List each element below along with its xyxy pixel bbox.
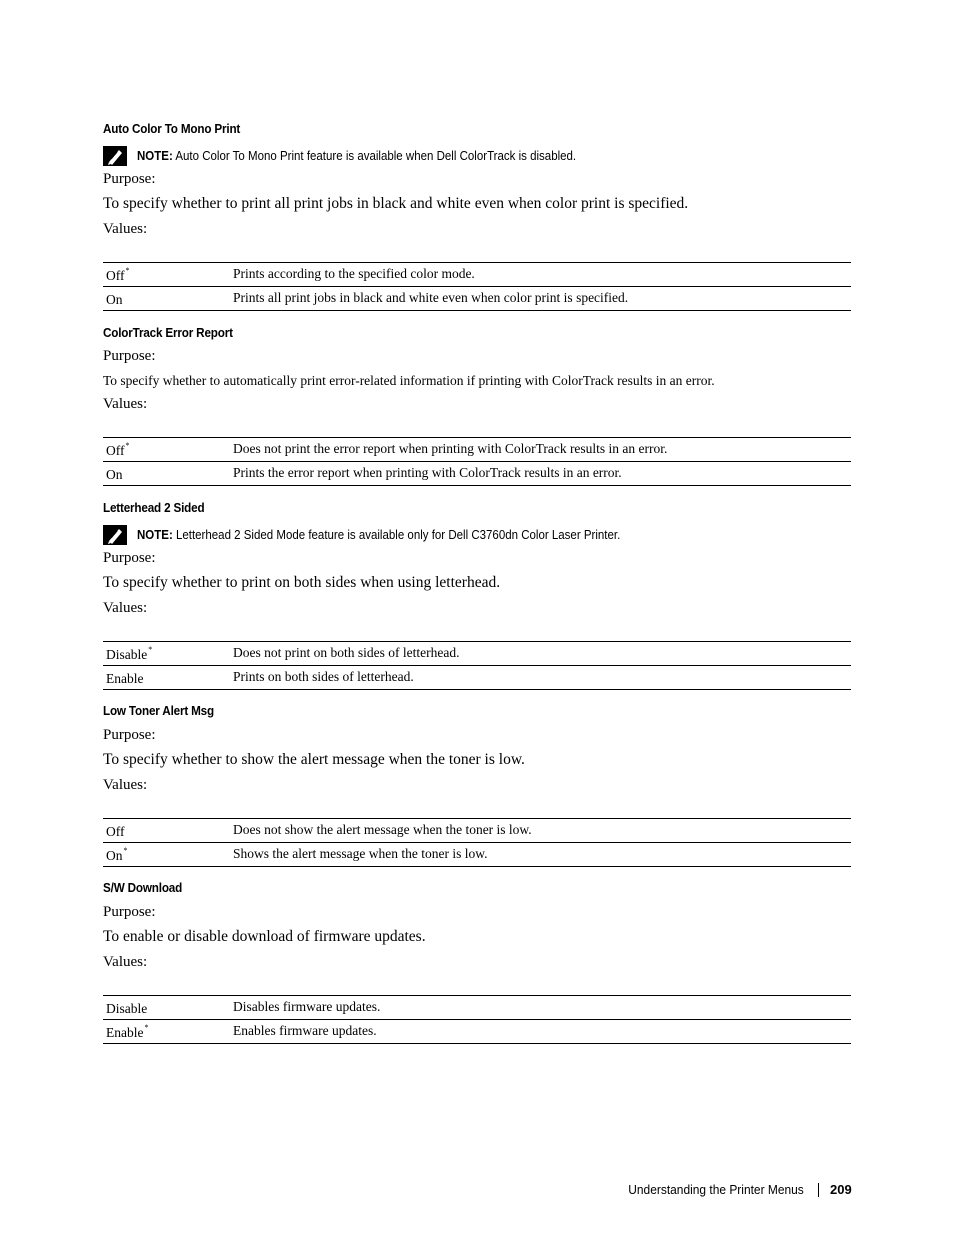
values-table (103, 641, 851, 690)
default-marker: * (123, 846, 128, 855)
purpose-label: Purpose: (103, 171, 156, 187)
value-name: On (106, 467, 123, 482)
table-row (103, 1019, 851, 1043)
value-name: On (106, 848, 123, 863)
value-description: Prints according to the specified color mode. (233, 266, 475, 281)
note-label: NOTE: (137, 528, 173, 542)
values-label: Values: (103, 221, 148, 237)
value-description: Prints on both sides of letterhead. (233, 669, 414, 684)
table-row (103, 642, 851, 665)
footer-chapter-title: Understanding the Printer Menus (628, 1182, 804, 1197)
values-table (103, 262, 851, 311)
value-name: Disable (106, 647, 148, 662)
value-description: Prints the error report when printing with ColorTrack results in an error. (233, 465, 622, 480)
values-label: Values: (103, 777, 148, 793)
value-name: Off (106, 824, 125, 839)
value-name: Enable (106, 1025, 144, 1040)
value-name: Disable (106, 1001, 148, 1016)
default-marker: * (125, 266, 130, 275)
value-description: Shows the alert message when the toner is low. (233, 846, 488, 861)
value-name: Enable (106, 671, 144, 686)
footer-divider (818, 1183, 819, 1197)
note-text: Letterhead 2 Sided Mode feature is available only for Dell C3760dn Color Laser Printer. (175, 528, 621, 542)
value-description: Disables firmware updates. (233, 999, 381, 1014)
default-marker: * (125, 441, 130, 450)
values-table (103, 437, 851, 486)
value-description: Does not print the error report when printing with ColorTrack results in an error. (233, 441, 668, 456)
value-description: Does not print on both sides of letterhead. (233, 645, 460, 660)
purpose-text: To enable or disable download of firmware updates. (103, 928, 426, 945)
value-description: Enables firmware updates. (233, 1023, 377, 1038)
table-row (103, 819, 851, 842)
value-name: On (106, 292, 123, 307)
table-row (103, 263, 851, 286)
purpose-text: To specify whether to print on both sides when using letterhead. (103, 574, 501, 591)
section-heading-colortrack-error-report: ColorTrack Error Report (103, 325, 233, 340)
default-marker: * (144, 1023, 149, 1032)
default-marker: * (148, 645, 153, 654)
value-name: Off (106, 268, 125, 283)
purpose-label: Purpose: (103, 348, 156, 364)
table-row (103, 665, 851, 689)
value-name: Off (106, 443, 125, 458)
note-pencil-icon (103, 525, 127, 545)
purpose-label: Purpose: (103, 904, 156, 920)
table-row (103, 842, 851, 866)
values-label: Values: (103, 954, 148, 970)
table-row (103, 996, 851, 1019)
values-table (103, 818, 851, 867)
value-description: Prints all print jobs in black and white even when color print is specified. (233, 290, 629, 305)
section-heading-auto-color-to-mono-print: Auto Color To Mono Print (103, 121, 241, 136)
value-description: Does not show the alert message when the toner is low. (233, 822, 532, 837)
purpose-label: Purpose: (103, 727, 156, 743)
table-row (103, 461, 851, 485)
note-text: Auto Color To Mono Print feature is available when Dell ColorTrack is disabled. (175, 149, 577, 163)
table-row (103, 286, 851, 310)
section-heading-letterhead-2-sided: Letterhead 2 Sided (103, 500, 205, 515)
purpose-text: To specify whether to automatically print error-related information if printing with ColorTrack results in an error. (103, 373, 715, 388)
page-footer (0, 1180, 954, 1200)
note-pencil-icon (103, 146, 127, 166)
values-label: Values: (103, 396, 148, 412)
section-heading-sw-download: S/W Download (103, 880, 183, 895)
values-label: Values: (103, 600, 148, 616)
values-table (103, 995, 851, 1044)
purpose-text: To specify whether to show the alert message when the toner is low. (103, 751, 525, 768)
section-heading-low-toner-alert-msg: Low Toner Alert Msg (103, 703, 214, 718)
note-label: NOTE: (137, 149, 173, 163)
table-row (103, 438, 851, 461)
purpose-text: To specify whether to print all print jobs in black and white even when color print is specified. (103, 195, 689, 212)
page-number: 209 (830, 1182, 852, 1197)
purpose-label: Purpose: (103, 550, 156, 566)
